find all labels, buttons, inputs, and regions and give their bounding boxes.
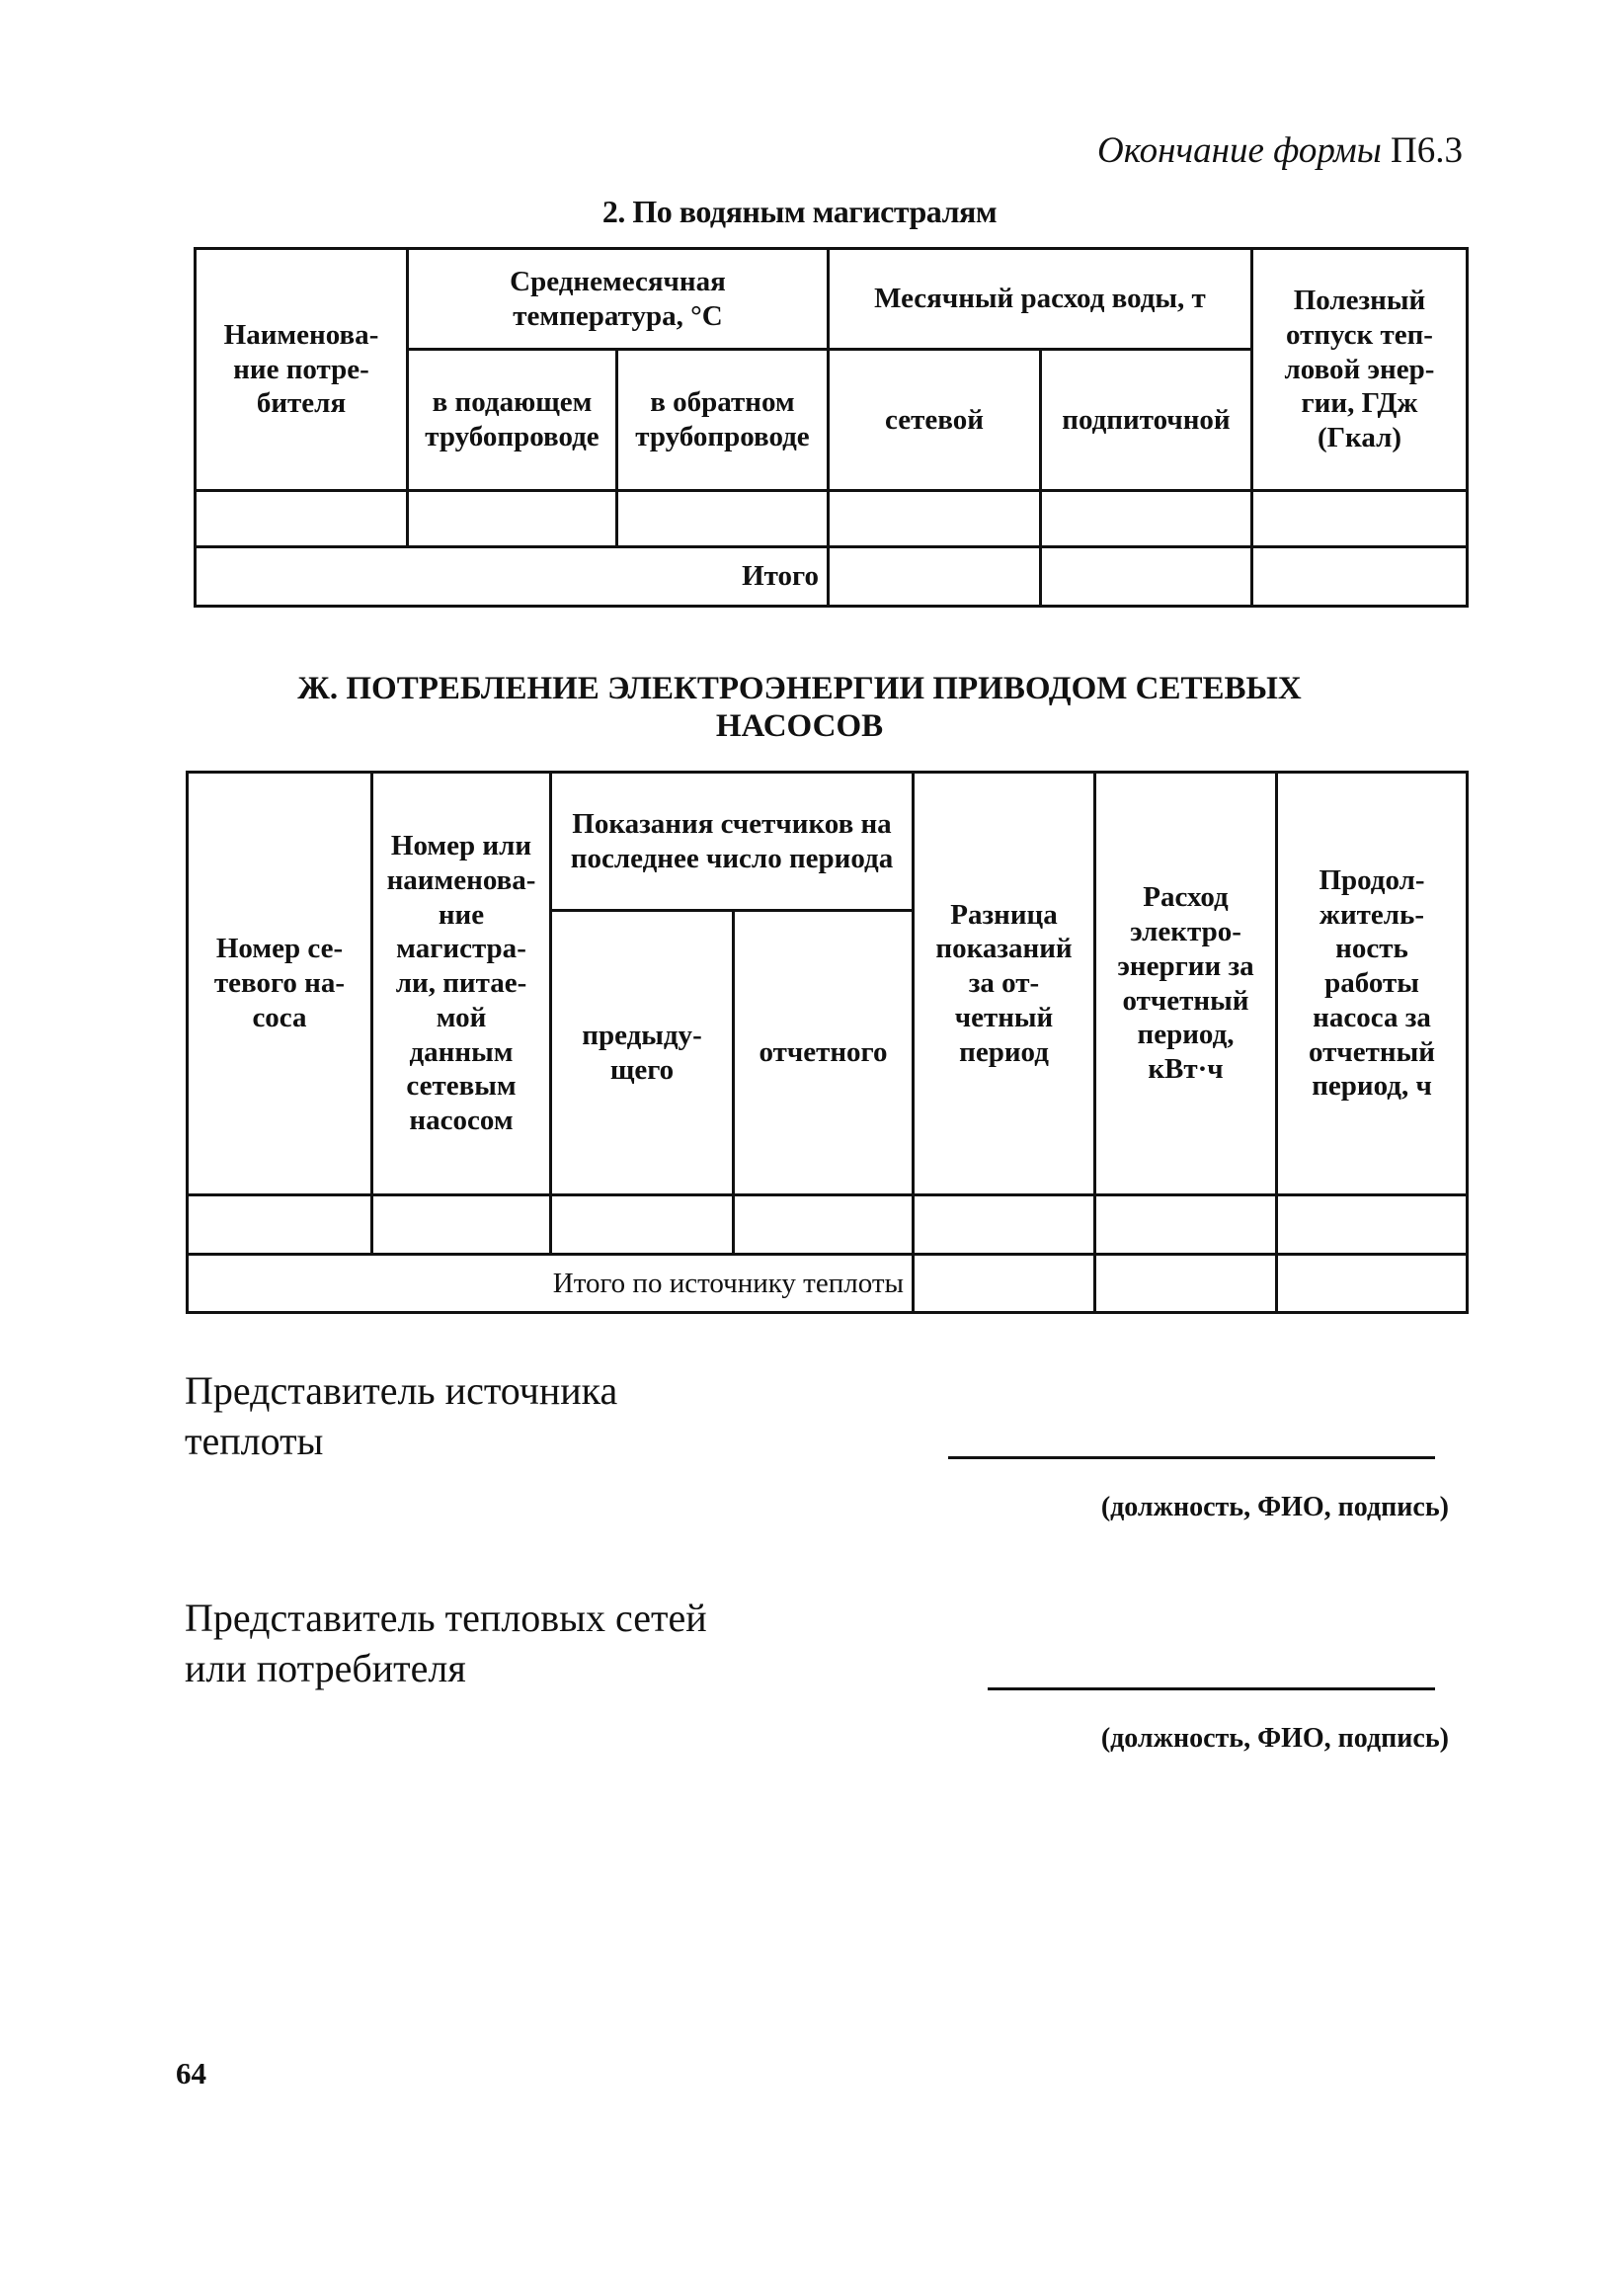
pumps-table [186,771,1469,1314]
table-cell [828,547,1040,607]
header-energy: Расход электроэнергии за отчетный период, кВт·ч [1095,773,1277,1195]
table-cell [196,491,408,547]
table-cell [372,1195,551,1255]
table-row [196,491,1468,547]
header-duration: Продолжительность работы насоса за отчетный период, ч [1277,773,1468,1195]
total-label: Итого [196,547,829,607]
header-previous: предыдущего [551,911,734,1195]
source-representative-label: Представитель источника теплоты [185,1368,618,1463]
table-cell [914,1255,1095,1313]
table-total-row [188,1255,1468,1313]
table-cell [1251,547,1467,607]
form-reference [1097,132,1463,169]
form-reference-number: П6.3 [1391,130,1463,171]
header-monthly-flow: Месячный расход воды, т [828,249,1251,350]
header-consumer-name: Наименование потребителя [196,249,408,491]
table-cell [1251,491,1467,547]
header-useful-heat: Полезный отпуск тепловой энергии, ГДж (Гкал) [1251,249,1467,491]
header-meter-readings: Показания счетчиков на последнее число периода [551,773,914,911]
form-reference-label: Окончание формы [1097,130,1382,171]
table-total-row [196,547,1468,607]
page-number: 64 [176,2056,206,2091]
table-cell [188,1195,372,1255]
table-cell [1095,1195,1277,1255]
table-header-row [188,773,1468,911]
source-signature-line [948,1456,1435,1459]
table-cell [828,491,1040,547]
table-cell [1277,1195,1468,1255]
header-difference: Разница показаний за отчетный период [914,773,1095,1195]
total-label: Итого по источнику теплоты [188,1255,914,1313]
water-mains-table [194,247,1469,608]
table-cell [1040,491,1251,547]
table-cell [551,1195,734,1255]
network-representative-label: Представитель тепловых сетей или потребителя [185,1596,707,1690]
header-flow-makeup: подпиточной [1040,350,1251,491]
header-main-name: Номер или наименование магистрали, питаемой данным сетевым насосом [372,773,551,1195]
source-signature-hint: (должность, ФИО, подпись) [1100,1492,1449,1522]
table-cell [734,1195,914,1255]
network-signature-line [988,1687,1435,1690]
network-signature-hint: (должность, ФИО, подпись) [1100,1723,1449,1754]
table-cell [1040,547,1251,607]
table-cell [616,491,828,547]
table-cell [1095,1255,1277,1313]
header-pump-number: Номер сетевого насоса [188,773,372,1195]
water-mains-title: 2. По водяным магистралям [601,194,998,229]
header-temp-supply: в подающем трубопроводе [408,350,617,491]
pumps-section-title [0,670,1599,745]
header-avg-temperature: Среднемесячная температура, °С [408,249,829,350]
header-reporting: отчетного [734,911,914,1195]
table-cell [408,491,617,547]
table-header-row [196,249,1468,350]
pumps-title-line1: Ж. ПОТРЕБЛЕНИЕ ЭЛЕКТРОЭНЕРГИИ ПРИВОДОМ СЕТЕВЫХ [297,671,1302,706]
table-cell [1277,1255,1468,1313]
table-cell [914,1195,1095,1255]
header-flow-network: сетевой [828,350,1040,491]
pumps-title-line2: НАСОСОВ [715,708,884,744]
header-temp-return: в обратном трубопроводе [616,350,828,491]
table-row [188,1195,1468,1255]
